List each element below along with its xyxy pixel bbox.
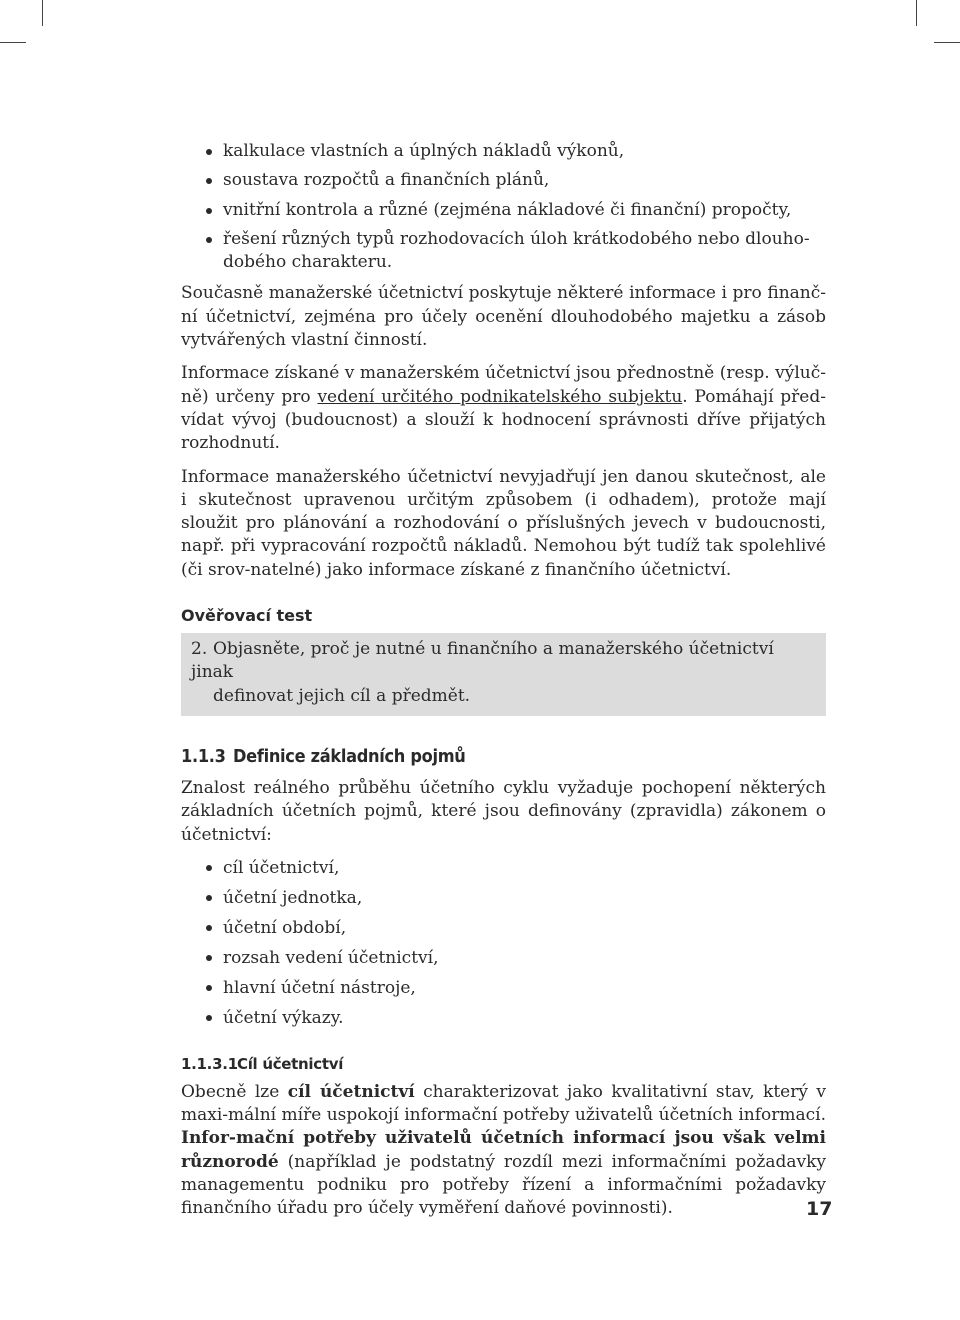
list-item: cíl účetnictví, bbox=[181, 853, 826, 883]
subsection-heading bbox=[181, 1055, 826, 1073]
bullet-icon bbox=[206, 955, 212, 961]
subsection-number: 1.1.3.1 bbox=[181, 1054, 238, 1073]
section-heading bbox=[181, 746, 826, 767]
paragraph-3: Informace manažerského účetnictví nevyjadřují jen danou skutečnost, ale i skutečnost upravenou určitým způsobem (i odhadem), protože mají sloužit pro plánování a rozhodování o příslušných jevech v budoucnosti, např. při vypracování rozpočtů nákladů. Nemohou být tudíž tak spolehlivé (či srov-natelné) jako informace získané z finančního účetnictví. bbox=[181, 466, 826, 580]
paragraph-4: Znalost reálného průběhu účetního cyklu vyžaduje pochopení některých základních účetních pojmů, které jsou definovány (zpravidla) zákonem o účetnictví: bbox=[181, 777, 826, 845]
crop-mark-left bbox=[0, 42, 26, 43]
list-item: hlavní účetní nástroje, bbox=[181, 973, 826, 1003]
crop-mark-top-right bbox=[916, 0, 917, 26]
bold-phrase: Infor-mační potřeby uživatelů účetních informací jsou však velmi různorodé bbox=[181, 1128, 826, 1172]
bullet-icon bbox=[206, 865, 212, 871]
bullet-icon bbox=[206, 208, 212, 214]
page-content bbox=[181, 140, 826, 1221]
list-item: účetní jednotka, bbox=[181, 883, 826, 913]
paragraph-5: Obecně lze cíl účetnictví charakterizovat jako kvalitativní stav, který v maxi-mální míře uspokojí informační potřeby uživatelů účetních informací. Infor-mační potřeby uživatelů účetních informací jsou však velmi různorodé (například je podstatný rozdíl mezi informačními požadavky managementu podniku pro potřeby řízení a informačními požadavky finančního úřadu pro účely vyměření daňové povinnosti). bbox=[181, 1081, 826, 1219]
bullet-list-second bbox=[181, 853, 826, 1033]
bullet-icon bbox=[206, 178, 212, 184]
bullet-icon bbox=[206, 895, 212, 901]
subsection-title: Cíl účetnictví bbox=[237, 1054, 344, 1073]
paragraph-2: Informace získané v manažerském účetnictví jsou přednostně (resp. výluč-ně) určeny pro vedení určitého podnikatelského subjektu. Pomáhají před-vídat vývoj (budoucnost) a slouží k hodnocení správnosti dříve přijatých rozhodnutí. bbox=[181, 363, 826, 454]
list-item: soustava rozpočtů a finančních plánů, bbox=[181, 169, 826, 192]
question-number: 2. bbox=[191, 639, 208, 660]
test-heading: Ověřovací test bbox=[181, 606, 313, 626]
crop-mark-right bbox=[934, 42, 960, 43]
list-item: rozsah vedení účetnictví, bbox=[181, 943, 826, 973]
bold-term: cíl účetnictví bbox=[287, 1081, 415, 1102]
section-title: Definice základních pojmů bbox=[233, 745, 466, 767]
bullet-icon bbox=[206, 237, 212, 243]
bullet-icon bbox=[206, 1015, 212, 1021]
list-item: účetní výkazy. bbox=[181, 1003, 826, 1033]
list-item: řešení různých typů rozhodovacích úloh krátkodobého nebo dlouho- dobého charakteru. bbox=[181, 228, 826, 275]
paragraph-1: Současně manažerské účetnictví poskytuje některé informace i pro finanč-ní účetnictví, zejména pro účely ocenění dlouhodobého majetku a zásob vytvářených vlastní činností. bbox=[181, 283, 826, 351]
bullet-icon bbox=[206, 925, 212, 931]
list-item: účetní období, bbox=[181, 913, 826, 943]
bullet-list-top bbox=[181, 140, 826, 274]
test-question-box: 2. Objasněte, proč je nutné u finančního a manažerského účetnictví jinak definovat jejich cíl a předmět. bbox=[181, 633, 826, 716]
bullet-icon bbox=[206, 149, 212, 155]
section-number: 1.1.3 bbox=[181, 745, 226, 767]
crop-mark-top-left bbox=[42, 0, 43, 26]
bullet-icon bbox=[206, 985, 212, 991]
list-item: kalkulace vlastních a úplných nákladů výkonů, bbox=[181, 140, 826, 163]
page-number: 17 bbox=[806, 1198, 833, 1220]
underlined-phrase: vedení určitého podnikatelského subjektu bbox=[317, 386, 683, 407]
list-item: vnitřní kontrola a různé (zejména nákladové či finanční) propočty, bbox=[181, 199, 826, 222]
